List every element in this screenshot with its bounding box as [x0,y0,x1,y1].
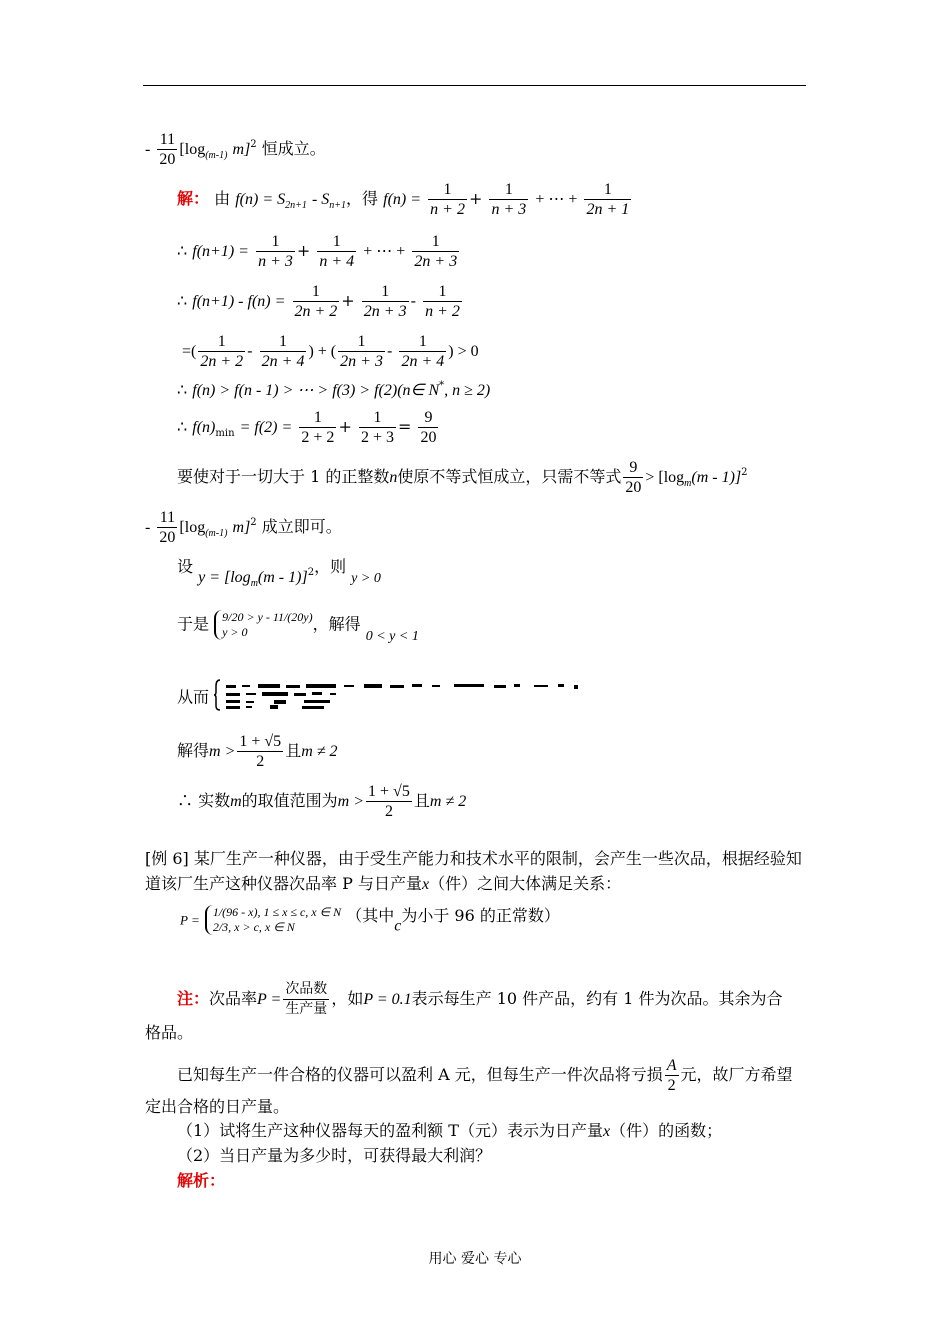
question-1: （1）试将生产这种仪器每天的盈利额 T（元）表示为日产量x（件）的函数； [177,1121,723,1140]
equation-grouped: =( $\frac{1}{2n + 2}$ - $\frac{1}{2n + 4}$ ) + ( $\frac{1}{2n + 3}$ - $\frac{1}{2n + 4}$ ) > 0 [182,333,479,370]
solution-m: 解得m > $\frac{1 + √5}{2}$ 且m ≠ 2 [177,733,338,770]
continued-inequality: - $\frac{11}{20}$ [$\log_{(m-1)}$ m]$^2$ 恒成立。 [145,131,326,168]
example-6-line2: 道该厂生产这种仪器次品率 P 与日产量x（件）之间大体满足关系： [145,874,622,893]
header-rule [143,85,806,86]
monotonic-chain: ∴ f(n) > f(n - 1) > ⋯ > f(3) > f(2)(n∈ N*, n ≥ 2) [177,380,491,399]
profit-paragraph: 已知每生产一件合格的仪器可以盈利 A 元，但每生产一件次品将亏损 $\frac{A}{2}$ 元，故厂方希望 [177,1057,793,1094]
note-paragraph-end: 格品。 [145,1023,194,1042]
solution-start: 解： 由 $f(n) = S_{2n+1} - S_{n+1}$，得 f(n) = $\frac{1}{n + 2}$ + $\frac{1}{n + 3}$ + ⋯ + $\frac{1}{2n + 1}$ [177,181,630,218]
analysis-label: 解析： [177,1171,226,1190]
note-paragraph: 注：次品率P = $\frac{\text{次品数}}{\text{生产量}}$ ，如P = 0.1表示每生产 10 件产品，约有 1 件为次品。其余为合 [177,981,783,1017]
condition-paragraph: 要使对于一切大于 1 的正整数n使原不等式恒成立，只需不等式 $\frac{9}{20}$ > $[\log_m(m - 1)]^2$ [177,459,748,496]
example-6-line1: [例 6] 某厂生产一种仪器，由于受生产能力和技术水平的限制，会产生一些次品，根据经验知 [145,849,802,868]
illegible-formula-image [214,678,594,718]
solution-label: 解： [177,189,210,208]
fraction: $\frac{11}{20}$ [159,131,176,168]
piecewise-brace: 1/(96 - x), 1 ≤ x ≤ c, x ∈ N 2/3, x > c, x ∈ N [205,905,341,935]
equation-fn-plus-1: ∴ f(n+1) = $\frac{1}{n + 3}$ + $\frac{1}{n + 4}$ + ⋯ + $\frac{1}{2n + 3}$ [177,233,458,270]
substitution: 设 $y = [\log_m(m - 1)]^2$，则 y > 0 [177,557,381,589]
inequality-system: 于是 9/20 > y - 11/(20y) y > 0 ，解得 0 < y < 1 [177,610,419,644]
question-2: （2）当日产量为多少时，可获得最大利润？ [177,1146,492,1165]
profit-paragraph-end: 定出合格的日产量。 [145,1097,290,1116]
note-label: 注： [177,989,210,1008]
minimum-value: ∴ $f(n)_{min} = f(2)$ = $\frac{1}{2 + 2}$ + $\frac{1}{2 + 3}$ = $\frac{9}{20}$ [177,409,437,446]
equation-difference: ∴ f(n+1) - f(n) = $\frac{1}{2n + 2}$ + $\frac{1}{2n + 3}$ - $\frac{1}{n + 2}$ [177,283,460,320]
piecewise-function: P = 1/(96 - x), 1 ≤ x ≤ c, x ∈ N 2/3, x > c, x ∈ N （其中c为小于 96 的正常数） [180,905,560,935]
system-brace: 9/20 > y - 11/(20y) y > 0 [214,610,313,640]
page-footer: 用心 爱心 专心 [428,1251,522,1267]
condition-continued: - $\frac{11}{20}$ [$\log_{(m-1)}$ m]$^2$ 成立即可。 [145,509,342,546]
derived-system: 从而 [177,678,594,718]
range-conclusion: ∴ 实数m的取值范围为m > $\frac{1 + √5}{2}$ 且m ≠ 2 [177,783,467,820]
